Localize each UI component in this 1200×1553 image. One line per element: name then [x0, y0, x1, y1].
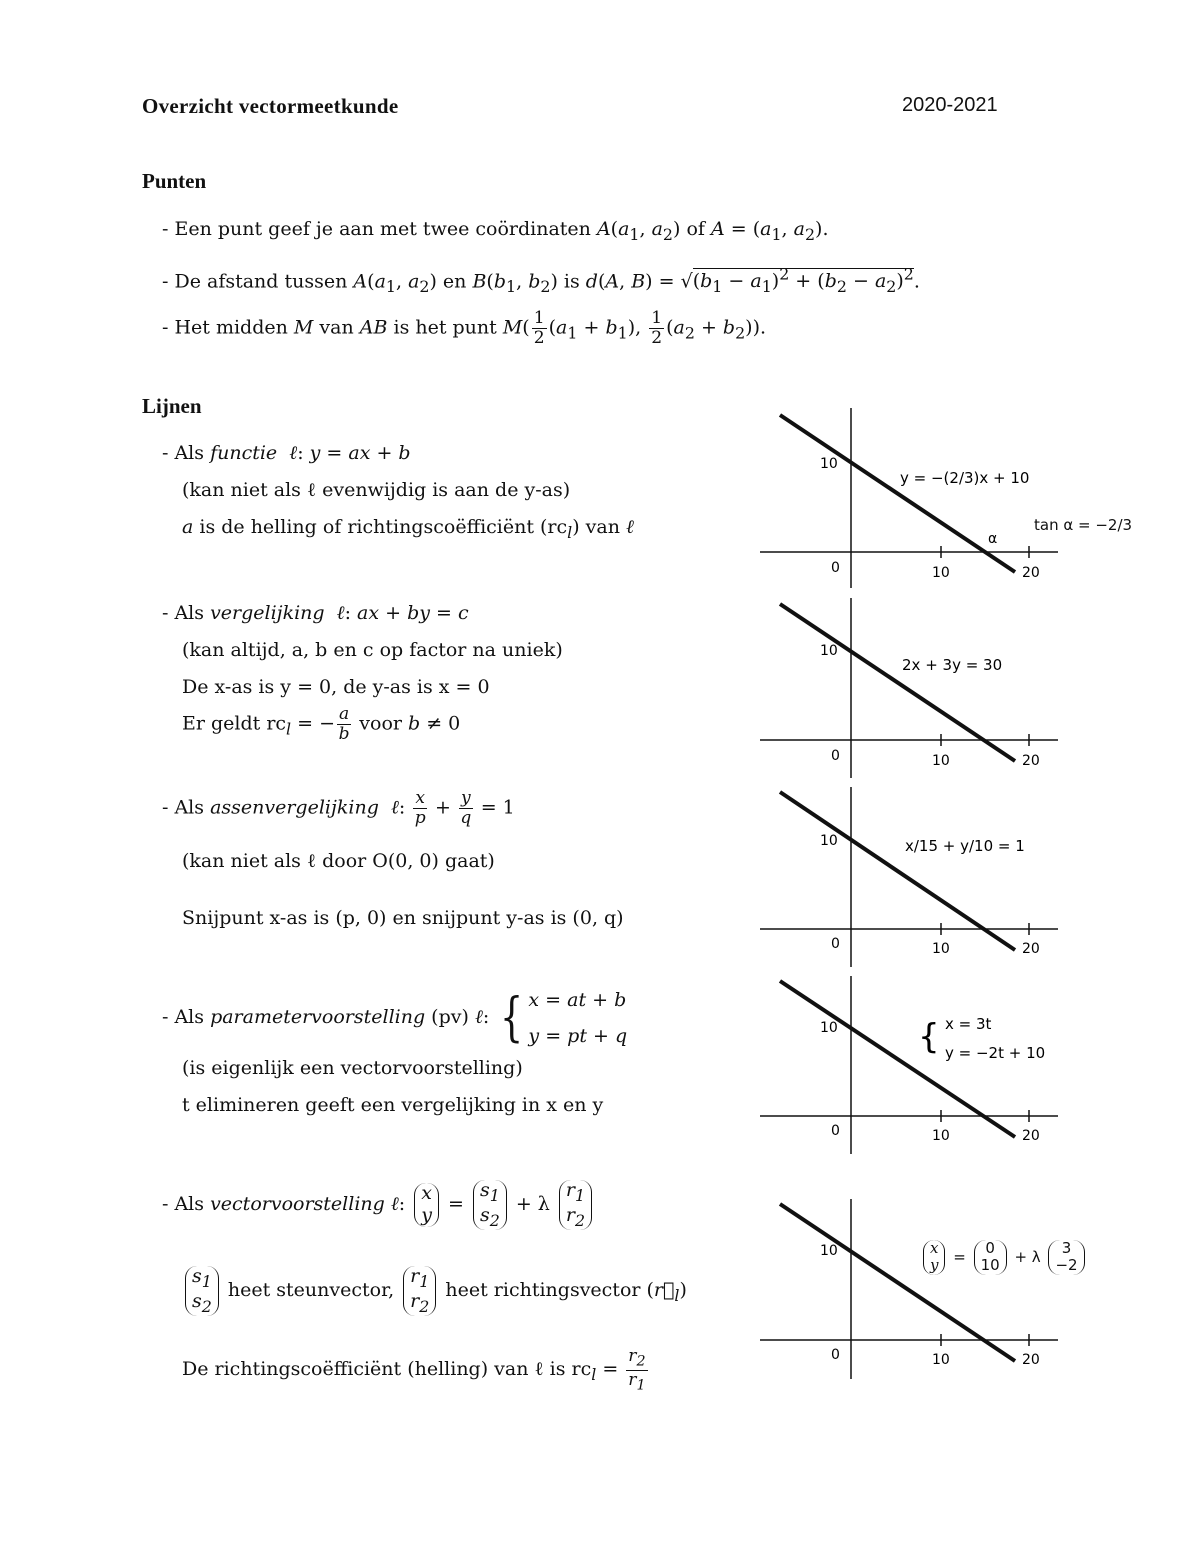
graph-label: y = −(2/3)x + 10 — [900, 469, 1030, 487]
graph-functie — [760, 405, 1060, 590]
vergelijking-rc-text: Er geldt rc — [182, 712, 287, 735]
y-tick-label-10: 10 — [820, 643, 838, 659]
assen-snij: Snijpunt x-as is (p, 0) en snijpunt y-as is (0, q) — [182, 907, 624, 929]
tan-alpha-label: tan α = −2/3 — [1034, 516, 1133, 534]
tick-label-20: 20 — [1022, 941, 1040, 957]
functie-note: (kan niet als ℓ evenwijdig is aan de y-as) — [182, 479, 571, 501]
vector-rc: De richtingscoëfficiënt (helling) van ℓ is $rc_l$ = $\frac{r_2}{r_1}$ — [182, 1346, 646, 1394]
functie-label: functie — [210, 442, 278, 464]
functie-slope-text: is de helling of richtingscoëfficiënt (rc — [199, 516, 568, 538]
vector-label: vectorvoorstelling — [210, 1192, 385, 1215]
tick-label-20: 20 — [1022, 1352, 1040, 1368]
vector-rc-text: De richtingscoëfficiënt (helling) van ℓ is rc — [182, 1358, 592, 1381]
tick-label-0: 0 — [831, 936, 840, 952]
vergelijking-rc: Er geldt $rc_l$ = − $\frac{a}{b}$ voor b ≠ 0 — [182, 704, 461, 745]
punten-item-3: - Het midden M van AB is het punt M( $\frac{1}{2}$ $(a_1 + b_1)$, $\frac{1}{2}$ $(a_2 + b_2)$). — [162, 308, 767, 349]
tick-label-20: 20 — [1022, 753, 1040, 769]
assen-label: assenvergelijking — [210, 796, 379, 819]
school-year: 2020-2021 — [902, 94, 998, 116]
tick-label-20: 20 — [1022, 565, 1040, 581]
param-elim: t elimineren geeft een vergelijking in x en y — [182, 1094, 604, 1116]
section-heading-punten: Punten — [142, 169, 207, 193]
param-label: parametervoorstelling — [210, 1006, 426, 1029]
vector-steun-text: heet steunvector, — [227, 1278, 395, 1301]
tick-label-10: 10 — [932, 753, 950, 769]
graph-vector-label: x y = 0 10 + λ 3 −2 — [920, 1240, 1088, 1275]
vector-richting-text: heet richtingsvector — [445, 1278, 641, 1301]
y-tick-label-10: 10 — [820, 833, 838, 849]
y-tick-label-10: 10 — [820, 456, 838, 472]
page-title: Overzicht vectormeetkunde — [142, 94, 399, 118]
tick-label-10: 10 — [932, 565, 950, 581]
graph-line — [780, 604, 1015, 761]
graph-label: 2x + 3y = 30 — [902, 656, 1003, 674]
functie-item: - Als functie ℓ: y = ax + b — [162, 442, 411, 464]
graph-line — [780, 792, 1015, 950]
assen-note: (kan niet als ℓ door O(0, 0) gaat) — [182, 850, 495, 872]
graph-vergelijking — [760, 595, 1060, 780]
tick-label-0: 0 — [831, 1123, 840, 1139]
assen-item: - Als assenvergelijking ℓ: $\frac{x}{p}$ + $\frac{y}{q}$ = 1 — [162, 788, 515, 829]
graph-assen — [760, 784, 1060, 969]
system-brace: { — [918, 1017, 940, 1057]
param-note: (is eigenlijk een vectorvoorstelling) — [182, 1057, 523, 1079]
graph-label-x: x = 3t — [945, 1015, 992, 1033]
alpha-label: α — [988, 531, 998, 547]
tick-label-0: 0 — [831, 560, 840, 576]
graph-label: x/15 + y/10 = 1 — [905, 837, 1025, 855]
dir-1: 3 — [1061, 1239, 1072, 1257]
y-tick-label-10: 10 — [820, 1243, 838, 1259]
tick-label-20: 20 — [1022, 1128, 1040, 1144]
vector-item: - Als vectorvoorstelling ℓ: x y = $s_1$ $s_2$ + λ $r_1$ $r_2$ — [162, 1180, 595, 1230]
graph-param — [760, 973, 1060, 1158]
punten-line-1: Een punt geef je aan met twee coördinaten — [174, 218, 591, 240]
vector-steun: $s_1$ $s_2$ heet steunvector, $r_1$ $r_2$ heet richtingsvector $(r⃗_l)$ — [182, 1266, 687, 1316]
graph-vector — [760, 1196, 1060, 1381]
param-item: - Als parametervoorstelling (pv) ℓ: { x = at + b y = pt + q — [162, 988, 628, 1049]
tick-label-0: 0 — [831, 1347, 840, 1363]
punten-item-1: - Een punt geef je aan met twee coördinaten $A(a_1$, $a_2$) of $A = (a_1$, $a_2$). — [162, 218, 829, 244]
punten-line-2: De afstand tussen — [174, 270, 348, 293]
punten-item-2: - De afstand tussen $A(a_1$, $a_2$) en $B(b_1$, $b_2$) is d(A, $B) = √(b_1 - a_1)^2 + (b_2 - a_2)^2$. — [162, 265, 920, 297]
punten-line-3: Het midden — [174, 316, 288, 339]
vergelijking-axes: De x-as is y = 0, de y-as is x = 0 — [182, 676, 490, 698]
tick-label-10: 10 — [932, 1352, 950, 1368]
support-1: 0 — [985, 1239, 995, 1257]
section-heading-lijnen: Lijnen — [142, 394, 202, 418]
tick-label-0: 0 — [831, 748, 840, 764]
tick-label-10: 10 — [932, 941, 950, 957]
functie-slope: a is de helling of richtingscoëfficiënt $(rc_l)$ van ℓ — [182, 516, 634, 542]
support-2: 10 — [980, 1256, 1000, 1275]
vergelijking-item: - Als vergelijking ℓ: ax + by = c — [162, 602, 469, 624]
graph-line — [780, 415, 1015, 572]
tick-label-10: 10 — [932, 1128, 950, 1144]
vergelijking-note: (kan altijd, a, b en c op factor na uniek) — [182, 639, 563, 661]
graph-label-y: y = −2t + 10 — [945, 1044, 1046, 1062]
dir-2: −2 — [1055, 1256, 1078, 1275]
y-tick-label-10: 10 — [820, 1020, 838, 1036]
graph-line — [780, 1204, 1015, 1361]
vergelijking-label: vergelijking — [210, 602, 325, 624]
